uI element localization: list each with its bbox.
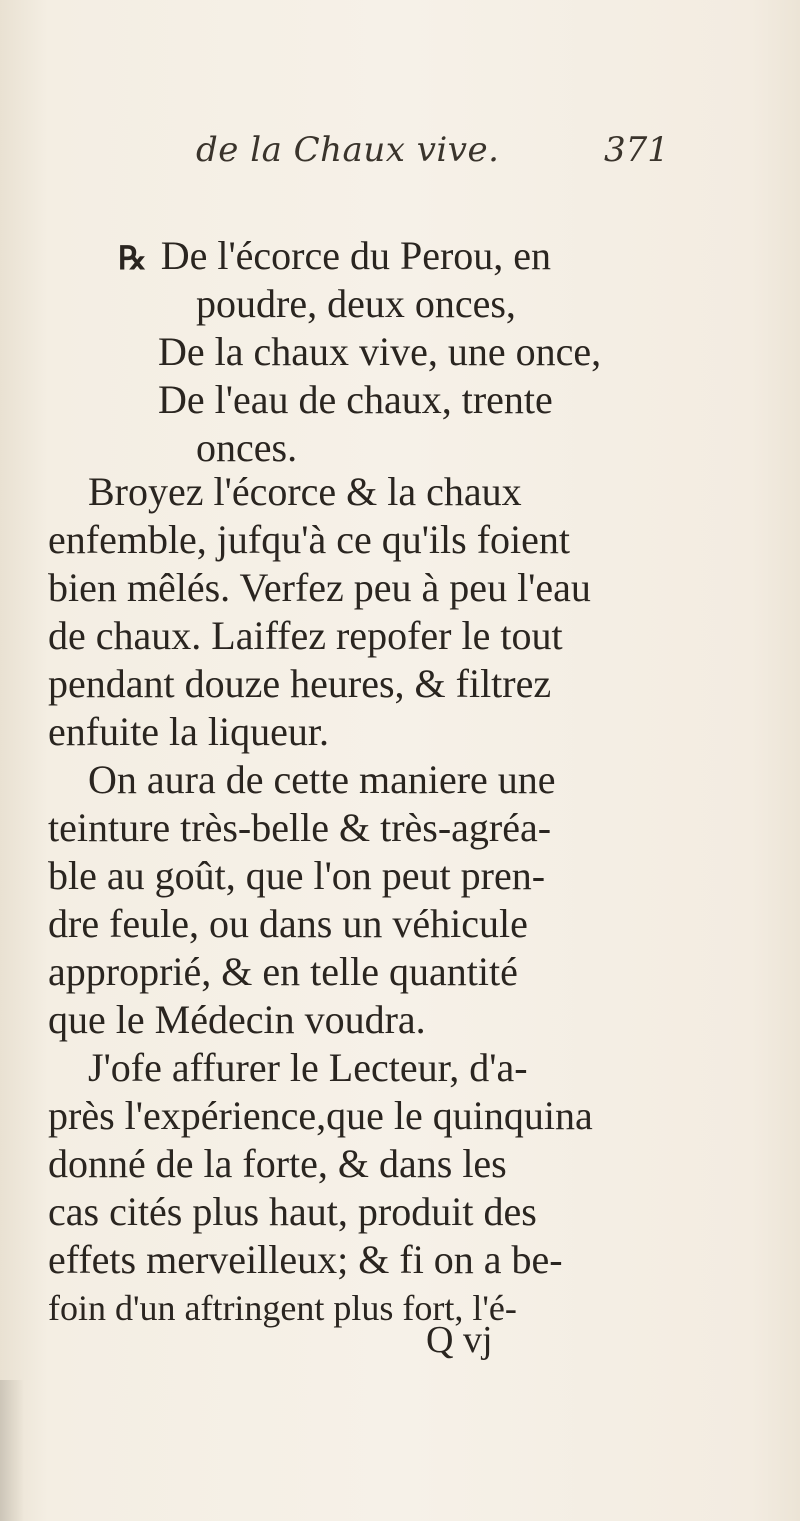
body-line: Broyez l'écorce & la chaux (88, 469, 522, 514)
recipe-symbol: ℞ (118, 240, 147, 276)
recipe-line: onces. (196, 425, 298, 470)
recipe-line: poudre, deux onces, (196, 281, 516, 326)
page-header (0, 130, 800, 180)
body-line: donné de la forte, & dans les (48, 1141, 507, 1186)
body-line: On aura de cette maniere une (88, 757, 556, 802)
body-line: près l'expérience,que le quinquina (48, 1093, 593, 1138)
recipe-line: De l'eau de chaux, trente (158, 377, 553, 422)
body-line: teinture très-belle & très-agréa- (48, 805, 552, 850)
page-number: 371 (604, 130, 669, 170)
body-line: bien mêlés. Verfez peu à peu l'eau (48, 565, 591, 610)
body-line: enfemble, jufqu'à ce qu'ils foient (48, 517, 571, 562)
catchword: Q vj (426, 1319, 493, 1361)
body-line: enfuite la liqueur. (48, 709, 330, 754)
page-edge-shadow (0, 1380, 24, 1521)
recipe-line: ℞ De l'écorce du Perou, en (118, 233, 552, 278)
body-line: dre feule, ou dans un véhicule (48, 901, 528, 946)
running-head: de la Chaux vive. (196, 130, 500, 170)
body-line: pendant douze heures, & filtrez (48, 661, 552, 706)
body-line: effets merveilleux; & fi on a be- (48, 1237, 563, 1282)
body-line: ble au goût, que l'on peut pren- (48, 853, 546, 898)
body-line: que le Médecin voudra. (48, 997, 426, 1042)
body-line: de chaux. Laiffez repofer le tout (48, 613, 563, 658)
recipe-line: De la chaux vive, une once, (158, 329, 602, 374)
body-line: cas cités plus haut, produit des (48, 1189, 537, 1234)
body-line: foin d'un aftringent plus fort, l'é- (48, 1288, 517, 1328)
body-line: J'ofe affurer le Lecteur, d'a- (88, 1045, 528, 1090)
body-line: approprié, & en telle quantité (48, 949, 518, 994)
